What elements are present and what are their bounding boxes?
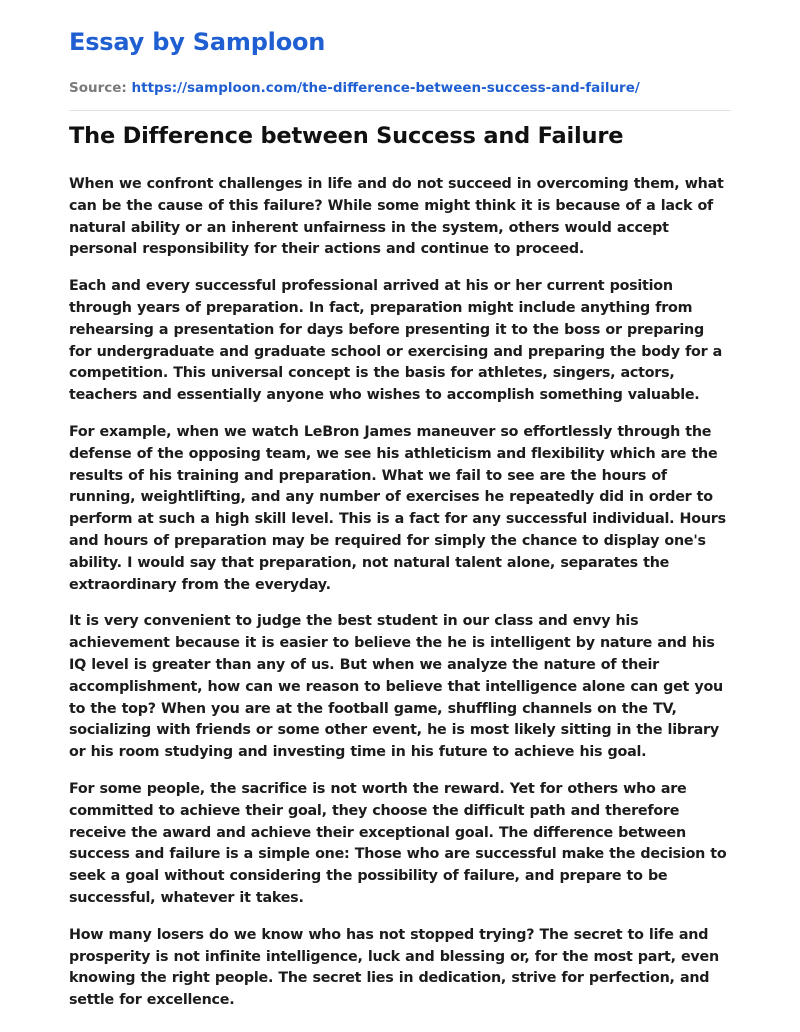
header-divider [69, 110, 731, 111]
essay-paragraph: Each and every successful professional arrived at his or her current position through years of preparation. In fact, preparation might include anything from rehearsing a presentation for days before presenting it to the boss or preparing for undergraduate and graduate school or exercising and preparing the body for a competition. This universal concept is the basis for athletes, singers, actors, teachers and essentially anyone who wishes to accomplish something valuable. [69, 278, 723, 404]
site-brand[interactable]: Essay by Samploon [69, 28, 326, 56]
source-link[interactable]: https://samploon.com/the-difference-between-success-and-failure/ [131, 80, 640, 96]
essay-paragraph: For example, when we watch LeBron James maneuver so effortlessly through the defense of the opposing team, we see his athleticism and flexibility which are the results of his training and preparation. What we fail to see are the hours of running, weightlifting, and any number of exercises he repeatedly did in order to perform at such a high skill level. This is a fact for any successful individual. Hours and hours of preparation may be required for simply the chance to display one's ability. I would say that preparation, not natural talent alone, separates the extraordinary from the everyday. [69, 423, 726, 593]
essay-paragraph: For some people, the sacrifice is not worth the reward. Yet for others who are committed to achieve their goal, they choose the difficult path and therefore receive the award and achieve their exceptional goal. The difference between success and failure is a simple one: Those who are successful make the decision to seek a goal without considering the possibility of failure, and prepare to be successful, whatever it takes. [69, 780, 727, 906]
essay-paragraph: When we confront challenges in life and do not succeed in overcoming them, what can be the cause of this failure? While some might think it is because of a lack of natural ability or an inherent unfairness in the system, others would accept personal responsibility for their actions and continue to proceed. [69, 176, 724, 258]
essay-paragraph: It is very convenient to judge the best student in our class and envy his achievement because it is easier to believe the he is intelligent by nature and his IQ level is greater than any of us. But when we analyze the nature of their accomplishment, how can we reason to believe that intelligence alone can get you to the top? When you are at the football game, shuffling channels on the TV, socializing with friends or some other event, he is most likely sitting in the library or his room studying and investing time in his future to achieve his goal. [69, 613, 723, 761]
source-label: Source: [69, 80, 132, 96]
essay-title: The Difference between Success and Failure [69, 123, 624, 149]
essay-paragraph: How many losers do we know who has not stopped trying? The secret to life and prosperity is not infinite intelligence, luck and blessing or, for the most part, even knowing the right people. The secret lies in dedication, strive for perfection, and settle for excellence. [69, 926, 719, 1009]
source-line [69, 80, 640, 96]
essay-body [69, 174, 731, 1027]
